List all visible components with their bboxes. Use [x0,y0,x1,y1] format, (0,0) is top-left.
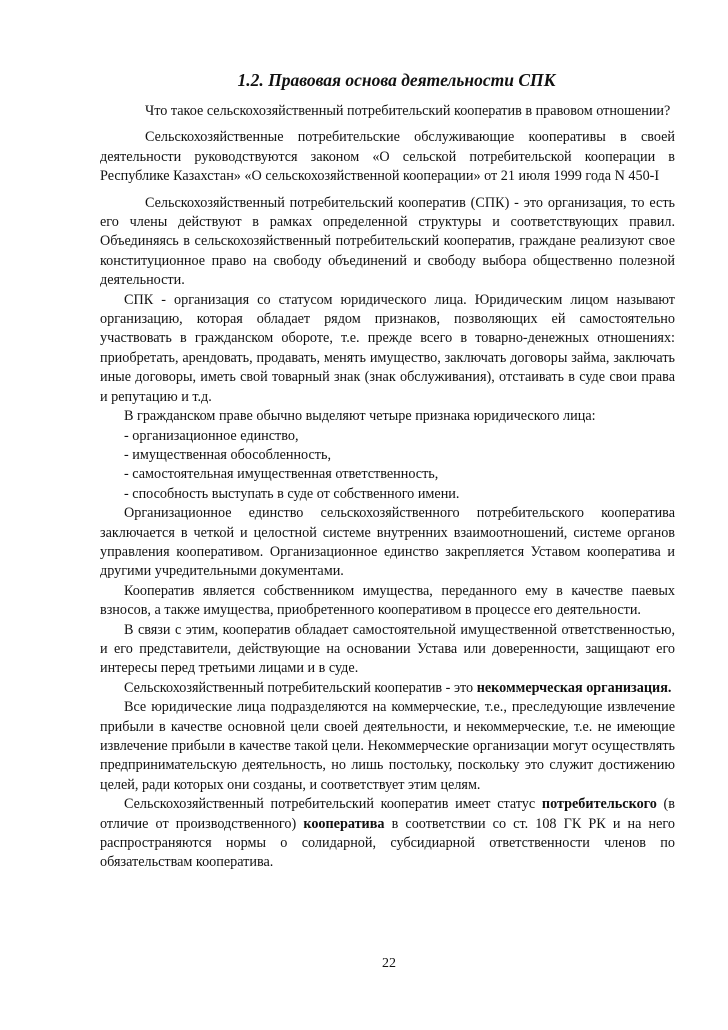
commercial-paragraph: Все юридические лица подразделяются на коммерческие, т.е., преследующие извлечение прибыли в качестве основной цели своей деятельности, и некоммерческие, т.е. не имеющие извлечение прибыли в качестве такой цели. Некоммерческие организации могут осуществлять предпринимательскую деятельность, но лишь постольку, поскольку это служит достижению целей, ради которых они созданы, и соответствует этим целям. [100,699,675,793]
features-list [100,427,675,505]
section-title: 1.2. Правовая основа деятельности СПК [237,70,556,90]
status-bold-cooperative: кооператива [303,815,385,832]
status-paragraph [100,795,675,873]
question-paragraph: Что такое сельскохозяйственный потребительский кооператив в правовом отношении? [145,103,671,119]
document-page [100,68,675,873]
noncommercial-paragraph [100,679,675,698]
page-number: 22 [382,956,396,971]
unity-paragraph: Организационное единство сельскохозяйственного потребительского кооператива заключается в четкой и целостной системе внутренних взаимоотношений, системе органов управления кооперативом. Организационное единство закрепляется Уставом кооператива и другими учредительными документами. [100,505,675,580]
status-text-end: в соответствии со ст. 108 ГК РК и на него распространяются нормы о солидарной, субсидиарной ответственности членов по обязательствам кооператива. [100,815,675,871]
definition-paragraph: Сельскохозяйственный потребительский кооператив (СПК) - это организация, то есть его члены действуют в рамках определенной структуры и соответствующих правил. Объединяясь в сельскохозяйственный потребительский кооператив, граждане реализуют свое конституционное право на свободу объединений и свободу выбора общественно полезной деятельности. [100,194,675,289]
status-text-start: Сельскохозяйственный потребительский кооператив имеет статус [124,796,542,813]
list-item: - имущественная обособленность, [124,446,332,463]
status-text-mid: (в отличие от производственного) [100,796,675,832]
legal-entity-paragraph: СПК - организация со статусом юридического лица. Юридическим лицом называют организацию, которая обладает рядом признаков, позволяющих ей самостоятельно участвовать в гражданском обороте, т.е. прежде всего в товарно-денежных отношениях: приобретать, арендовать, продавать, менять имущество, заключать договоры займа, заключать иные договоры, иметь свой товарный знак (знак обслуживания), отстаивать в суде свои права и репутацию и т.д. [100,291,675,405]
list-item: - организационное единство, [124,427,299,444]
property-paragraph: Кооператив является собственником имущества, переданного ему в качестве паевых взносов, а также имущества, приобретенного кооперативом в процессе его деятельности. [100,582,675,619]
noncommercial-text: Сельскохозяйственный потребительский кооператив - это [124,679,477,696]
law-paragraph: Сельскохозяйственные потребительские обслуживающие кооперативы в своей деятельности руководствуются законом «О сельской потребительской кооперации в Республике Казахстан» «О сельскохозяйственной кооперации» от 21 июля 1999 года N 450-I [100,129,675,185]
features-intro-paragraph: В гражданском праве обычно выделяют четыре признака юридического лица: [124,408,596,425]
status-bold-consumer: потребительского [541,796,657,813]
list-item: - самостоятельная имущественная ответственность, [124,466,439,483]
list-item: - способность выступать в суде от собственного имени. [124,485,460,502]
noncommercial-bold-text: некоммерческая организация. [476,679,672,696]
liability-paragraph: В связи с этим, кооператив обладает самостоятельной имущественной ответственностью, и его представители, действующие на основании Устава или доверенности, защищают его интересы перед третьими лицами и в суде. [100,621,675,677]
